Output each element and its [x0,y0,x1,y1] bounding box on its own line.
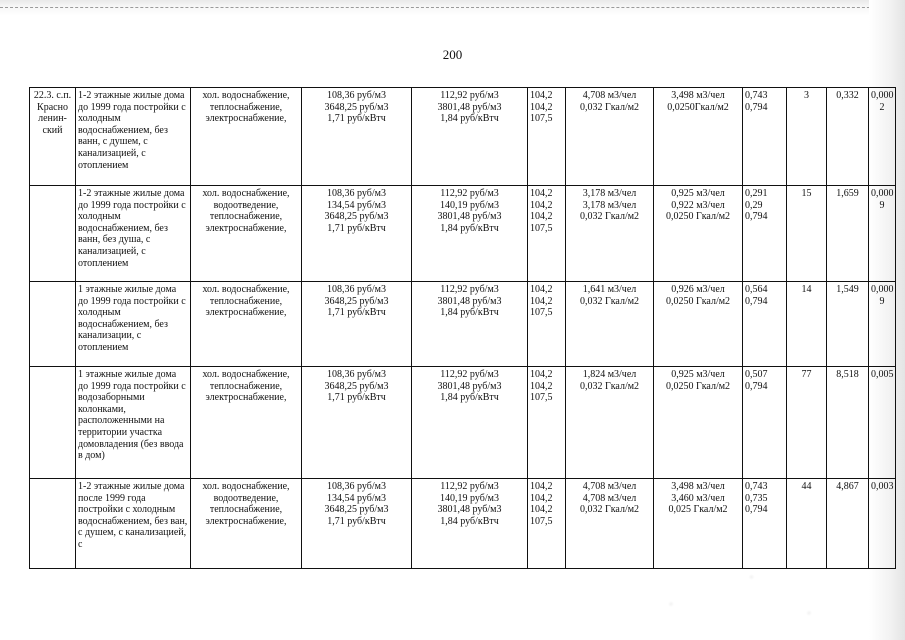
cell-line: 0,29 [745,199,763,211]
category-cell: 1-2 этажные жилые дома до 1999 года постройки с холодным водоснабжением, без ванн, с душем, с канализацией, с отоплением [76,88,191,186]
cell-line: 1,71 руб/кВтч [327,113,386,125]
index-cell [528,479,566,569]
table-row [30,367,896,479]
cell-line: 0,735 [745,492,768,504]
cell-line: 0,000 [871,188,894,199]
row-number-cell [30,282,76,367]
cell-line: 0,507 [745,369,768,380]
ratio-cell [869,186,896,282]
cell-line: 4,708 м3/чел [582,492,637,504]
cell-line: 134,54 руб/м3 [327,199,386,211]
cell-line: 104,2 [530,199,553,211]
cell-line: 1,71 руб/кВтч [327,307,386,319]
quantity-cell: 15 [787,186,827,282]
cell-line: 107,5 [530,307,553,319]
cell-line: 107,5 [530,113,553,125]
cell-line: 1,84 руб/кВтч [440,392,499,404]
cell-line: 108,36 руб/м3 [327,284,386,295]
index-cell [528,282,566,367]
cell-line: 108,36 руб/м3 [327,188,386,199]
cell-line: 104,2 [530,188,553,199]
cell-line: 107,5 [530,515,553,527]
cell-line: 0,032 Гкал/м2 [579,295,640,307]
table-row [30,186,896,282]
cell-line: 0,0250Гкал/м2 [667,101,729,113]
cell-line: 2 [879,101,885,113]
cell-line: 0,0250 Гкал/м2 [665,295,731,307]
coefficient-cell [743,186,787,282]
norm-2-cell [654,186,743,282]
index-cell [528,186,566,282]
cell-line: 4,708 м3/чел [582,481,637,492]
services-cell: хол. водоснабжение, теплоснабжение, электроснабжение, [191,367,302,479]
cell-line: 108,36 руб/м3 [327,90,386,101]
cell-line: 0,000 [871,90,894,101]
tariff-2-cell [412,186,528,282]
ratio-cell [869,282,896,367]
cell-line: 1,84 руб/кВтч [440,515,499,527]
cell-line: 108,36 руб/м3 [327,369,386,380]
cell-line: 1,71 руб/кВтч [327,222,386,234]
tariff-2-cell [412,282,528,367]
cell-line: 0,743 [745,481,768,492]
tariff-table [29,87,896,569]
category-cell: 1 этажные жилые дома до 1999 года постройки с холодным водоснабжением, без канализации, с отоплением [76,282,191,367]
cell-line: 0,926 м3/чел [671,284,725,295]
sum-cell: 4,867 [827,479,869,569]
coefficient-cell [743,367,787,479]
cell-line: 0,794 [745,380,768,392]
quantity-cell: 44 [787,479,827,569]
cell-line: 104,2 [530,369,553,380]
cell-line: 108,36 руб/м3 [327,481,386,492]
quantity-cell: 14 [787,282,827,367]
cell-line: 112,92 руб/м3 [440,369,499,380]
cell-line: 107,5 [530,222,553,234]
cell-line: 104,2 [530,211,553,223]
cell-line: 3648,25 руб/м3 [324,504,389,516]
tariff-2-cell [412,367,528,479]
cell-line: 3,460 м3/чел [671,492,725,504]
cell-line: 112,92 руб/м3 [440,90,499,101]
row-number-cell: 22.3. с.п. Красно ленин-ский [30,88,76,186]
cell-line: 0,032 Гкал/м2 [579,101,640,113]
sum-cell: 8,518 [827,367,869,479]
tariff-1-cell [302,367,412,479]
cell-line: 104,2 [530,481,553,492]
norm-1-cell [566,282,654,367]
coefficient-cell [743,282,787,367]
cell-line: 3801,48 руб/м3 [437,504,502,516]
norm-1-cell [566,479,654,569]
sum-cell: 0,332 [827,88,869,186]
norm-2-cell [654,282,743,367]
norm-2-cell [654,367,743,479]
ratio-cell [869,367,896,479]
cell-line: 104,2 [530,295,553,307]
cell-line: 0,005 [871,369,894,380]
category-cell: 1 этажные жилые дома до 1999 года постройки с водозаборными колонками, расположенными на территории участка домовладения (без ввода в дом) [76,367,191,479]
cell-line: 4,708 м3/чел [582,90,637,101]
cell-line: 104,2 [530,101,553,113]
cell-line: 104,2 [530,90,553,101]
cell-line: 0,032 Гкал/м2 [579,504,640,516]
tariff-1-cell [302,282,412,367]
cell-line: 0,794 [745,211,768,223]
cell-line: 3648,25 руб/м3 [324,295,389,307]
norm-2-cell [654,88,743,186]
coefficient-cell [743,88,787,186]
cell-line: 3801,48 руб/м3 [437,101,502,113]
cell-line: 112,92 руб/м3 [440,188,499,199]
cell-line: 0,291 [745,188,768,199]
cell-line: 0,743 [745,90,768,101]
cell-line: 3,498 м3/чел [671,90,725,101]
tariff-1-cell [302,186,412,282]
index-cell [528,88,566,186]
cell-line: 3648,25 руб/м3 [324,380,389,392]
services-cell: хол. водоснабжение, теплоснабжение, электроснабжение, [191,282,302,367]
sum-cell: 1,659 [827,186,869,282]
cell-line: 1,641 м3/чел [582,284,637,295]
norm-2-cell [654,479,743,569]
cell-line: 1,84 руб/кВтч [440,307,499,319]
cell-line: 104,2 [530,380,553,392]
cell-line: 0,032 Гкал/м2 [579,211,640,223]
cell-line: 0,032 Гкал/м2 [579,380,640,392]
cell-line: 112,92 руб/м3 [440,481,499,492]
cell-line: 9 [879,295,885,307]
cell-line: 9 [879,199,885,211]
cell-line: 0,925 м3/чел [671,369,725,380]
norm-1-cell [566,186,654,282]
quantity-cell: 77 [787,367,827,479]
cell-line: 104,2 [530,504,553,516]
category-cell: 1-2 этажные жилые дома до 1999 года постройки с холодным водоснабжением, без ванн, без душа, с канализацией, с отоплением [76,186,191,282]
cell-line: 3801,48 руб/м3 [437,211,502,223]
cell-line: 0,794 [745,101,768,113]
cell-line: 0,794 [745,295,768,307]
services-cell: хол. водоснабжение, водоотведение, теплоснабжение, электроснабжение, [191,479,302,569]
table-row [30,282,896,367]
norm-1-cell [566,367,654,479]
page-number: 200 [442,47,463,62]
ratio-cell [869,88,896,186]
table-row [30,88,896,186]
tariff-1-cell [302,479,412,569]
cell-line: 0,922 м3/чел [671,199,725,211]
cell-line: 107,5 [530,392,553,404]
cell-line: 1,84 руб/кВтч [440,222,499,234]
tariff-2-cell [412,88,528,186]
services-cell: хол. водоснабжение, водоотведение, теплоснабжение, электроснабжение, [191,186,302,282]
cell-line: 1,824 м3/чел [582,369,637,380]
sum-cell: 1,549 [827,282,869,367]
cell-line: 0,025 Гкал/м2 [668,504,728,516]
tariff-2-cell [412,479,528,569]
cell-line: 140,19 руб/м3 [440,492,499,504]
cell-line: 0,0250 Гкал/м2 [665,211,731,223]
cell-line: 0,003 [871,481,894,492]
scan-top-edge [0,0,905,16]
row-number-cell [30,186,76,282]
row-number-cell [30,367,76,479]
cell-line: 0,000 [871,284,894,295]
cell-line: 112,92 руб/м3 [440,284,499,295]
cell-line: 3,178 м3/чел [582,188,637,199]
tariff-1-cell [302,88,412,186]
cell-line: 1,71 руб/кВтч [327,392,386,404]
cell-line: 0,794 [745,504,768,516]
cell-line: 1,84 руб/кВтч [440,113,499,125]
cell-line: 3801,48 руб/м3 [437,380,502,392]
cell-line: 0,925 м3/чел [671,188,725,199]
row-number-cell [30,479,76,569]
cell-line: 3648,25 руб/м3 [324,101,389,113]
cell-line: 104,2 [530,284,553,295]
cell-line: 104,2 [530,492,553,504]
table-row [30,479,896,569]
quantity-cell: 3 [787,88,827,186]
cell-line: 3,178 м3/чел [582,199,637,211]
cell-line: 0,564 [745,284,768,295]
cell-line: 3,498 м3/чел [671,481,725,492]
cell-line: 1,71 руб/кВтч [327,515,386,527]
index-cell [528,367,566,479]
cell-line: 134,54 руб/м3 [327,492,386,504]
cell-line: 3801,48 руб/м3 [437,295,502,307]
cell-line: 3648,25 руб/м3 [324,211,389,223]
ratio-cell [869,479,896,569]
category-cell: 1-2 этажные жилые дома после 1999 года постройки с холодным водоснабжением, без ван, с душем, с канализацией, с [76,479,191,569]
cell-line: 0,0250 Гкал/м2 [665,380,731,392]
coefficient-cell [743,479,787,569]
cell-line: 140,19 руб/м3 [440,199,499,211]
norm-1-cell [566,88,654,186]
services-cell: хол. водоснабжение, теплоснабжение, электроснабжение, [191,88,302,186]
